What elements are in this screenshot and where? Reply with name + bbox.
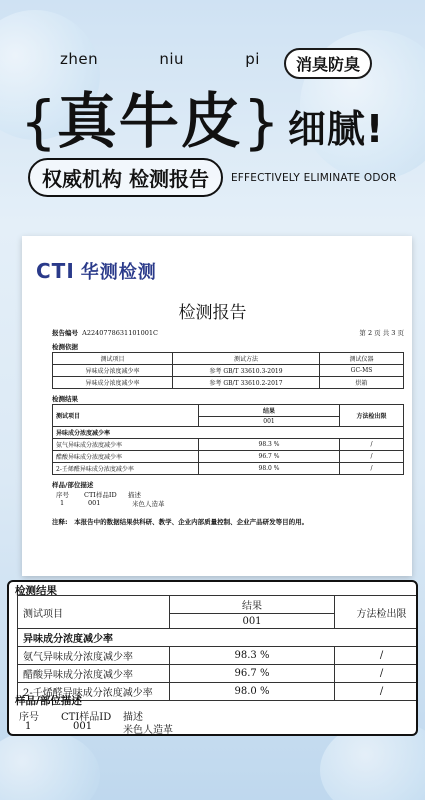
pinyin-row: [60, 50, 260, 68]
deodor-badge: 消臭防臭: [284, 48, 372, 79]
report-note: 注释: 本报告中的数据结果供科研、教学、企业内部质量控制、企业产品研发等目的用。: [52, 518, 309, 526]
report-number: 报告编号 A2240778631101001C: [52, 329, 158, 337]
table-row: 2-壬烯醛异味成分浓度减少率 98.0 % /: [53, 463, 404, 475]
zoom-sample-data-row: 1 001 米色人造革: [25, 721, 173, 736]
pinyin-zhen: zhen: [60, 50, 99, 68]
table-row: 001: [53, 417, 404, 427]
table-row: 异味成分浓度减少率 参考 GB/T 33610.2-2017 烘箱: [53, 377, 404, 389]
headline-main: 真牛皮: [56, 87, 243, 157]
pinyin-niu: niu: [159, 50, 185, 68]
results-table: [52, 404, 404, 475]
page-indicator: 第 2 页 共 3 页: [359, 329, 404, 337]
brace-right: }: [242, 88, 280, 156]
table-row: 001: [18, 614, 419, 629]
report-title: 检测报告: [178, 303, 247, 323]
table-row: 2-壬烯醛异味成分浓度减少率 98.0 % /: [18, 683, 419, 701]
table-row: 异味成分浓度减少率: [18, 629, 419, 647]
authority-label: 权威机构 检测报告: [28, 158, 223, 197]
table-row: 测试项目 测试方法 测试仪器: [53, 353, 404, 365]
authority-row: [28, 158, 397, 197]
basis-table: [52, 352, 404, 389]
table-row: 醋酸异味成分浓度减少率 96.7 % /: [18, 665, 419, 683]
table-row: 异味成分浓度减少率: [53, 427, 404, 439]
table-row: 氨气异味成分浓度减少率 98.3 % /: [53, 439, 404, 451]
zoom-results-label: 检测结果: [15, 585, 57, 597]
results-label: 检测结果: [52, 395, 78, 403]
table-row: 测试项目 结果 方法检出限: [18, 596, 419, 614]
zoom-sample-header-row: 序号 CTI样品ID 描述: [19, 712, 143, 723]
basis-label: 检测依据: [52, 343, 78, 351]
pinyin-pi: pi: [245, 50, 260, 68]
cti-logo: [36, 258, 157, 284]
sample-header-row: 序号 CTI样品ID 描述: [56, 491, 141, 499]
table-row: 醋酸异味成分浓度减少率 96.7 % /: [53, 451, 404, 463]
logo-en: CTI: [36, 259, 75, 283]
authority-english: EFFECTIVELY ELIMINATE ODOR: [230, 171, 397, 184]
brace-left: {: [20, 88, 57, 156]
table-row: 测试项目 结果 方法检出限: [53, 405, 404, 417]
zoom-results-table: [17, 595, 418, 701]
zoom-sample-label: 样品/部位描述: [15, 695, 82, 707]
table-row: 异味成分浓度减少率 参考 GB/T 33610.3-2019 GC-MS: [53, 365, 404, 377]
background-bubble: [0, 730, 100, 800]
headline: [20, 74, 384, 160]
headline-sub: 细腻!: [287, 107, 385, 151]
sample-label: 样品/部位描述: [52, 481, 94, 489]
logo-cn: 华测检测: [80, 262, 157, 283]
table-row: 氨气异味成分浓度减少率 98.3 % /: [18, 647, 419, 665]
zoom-detail-panel: [7, 580, 418, 736]
report-meta: [52, 328, 404, 337]
sample-data-row: 1 001 米色人造革: [60, 499, 165, 508]
